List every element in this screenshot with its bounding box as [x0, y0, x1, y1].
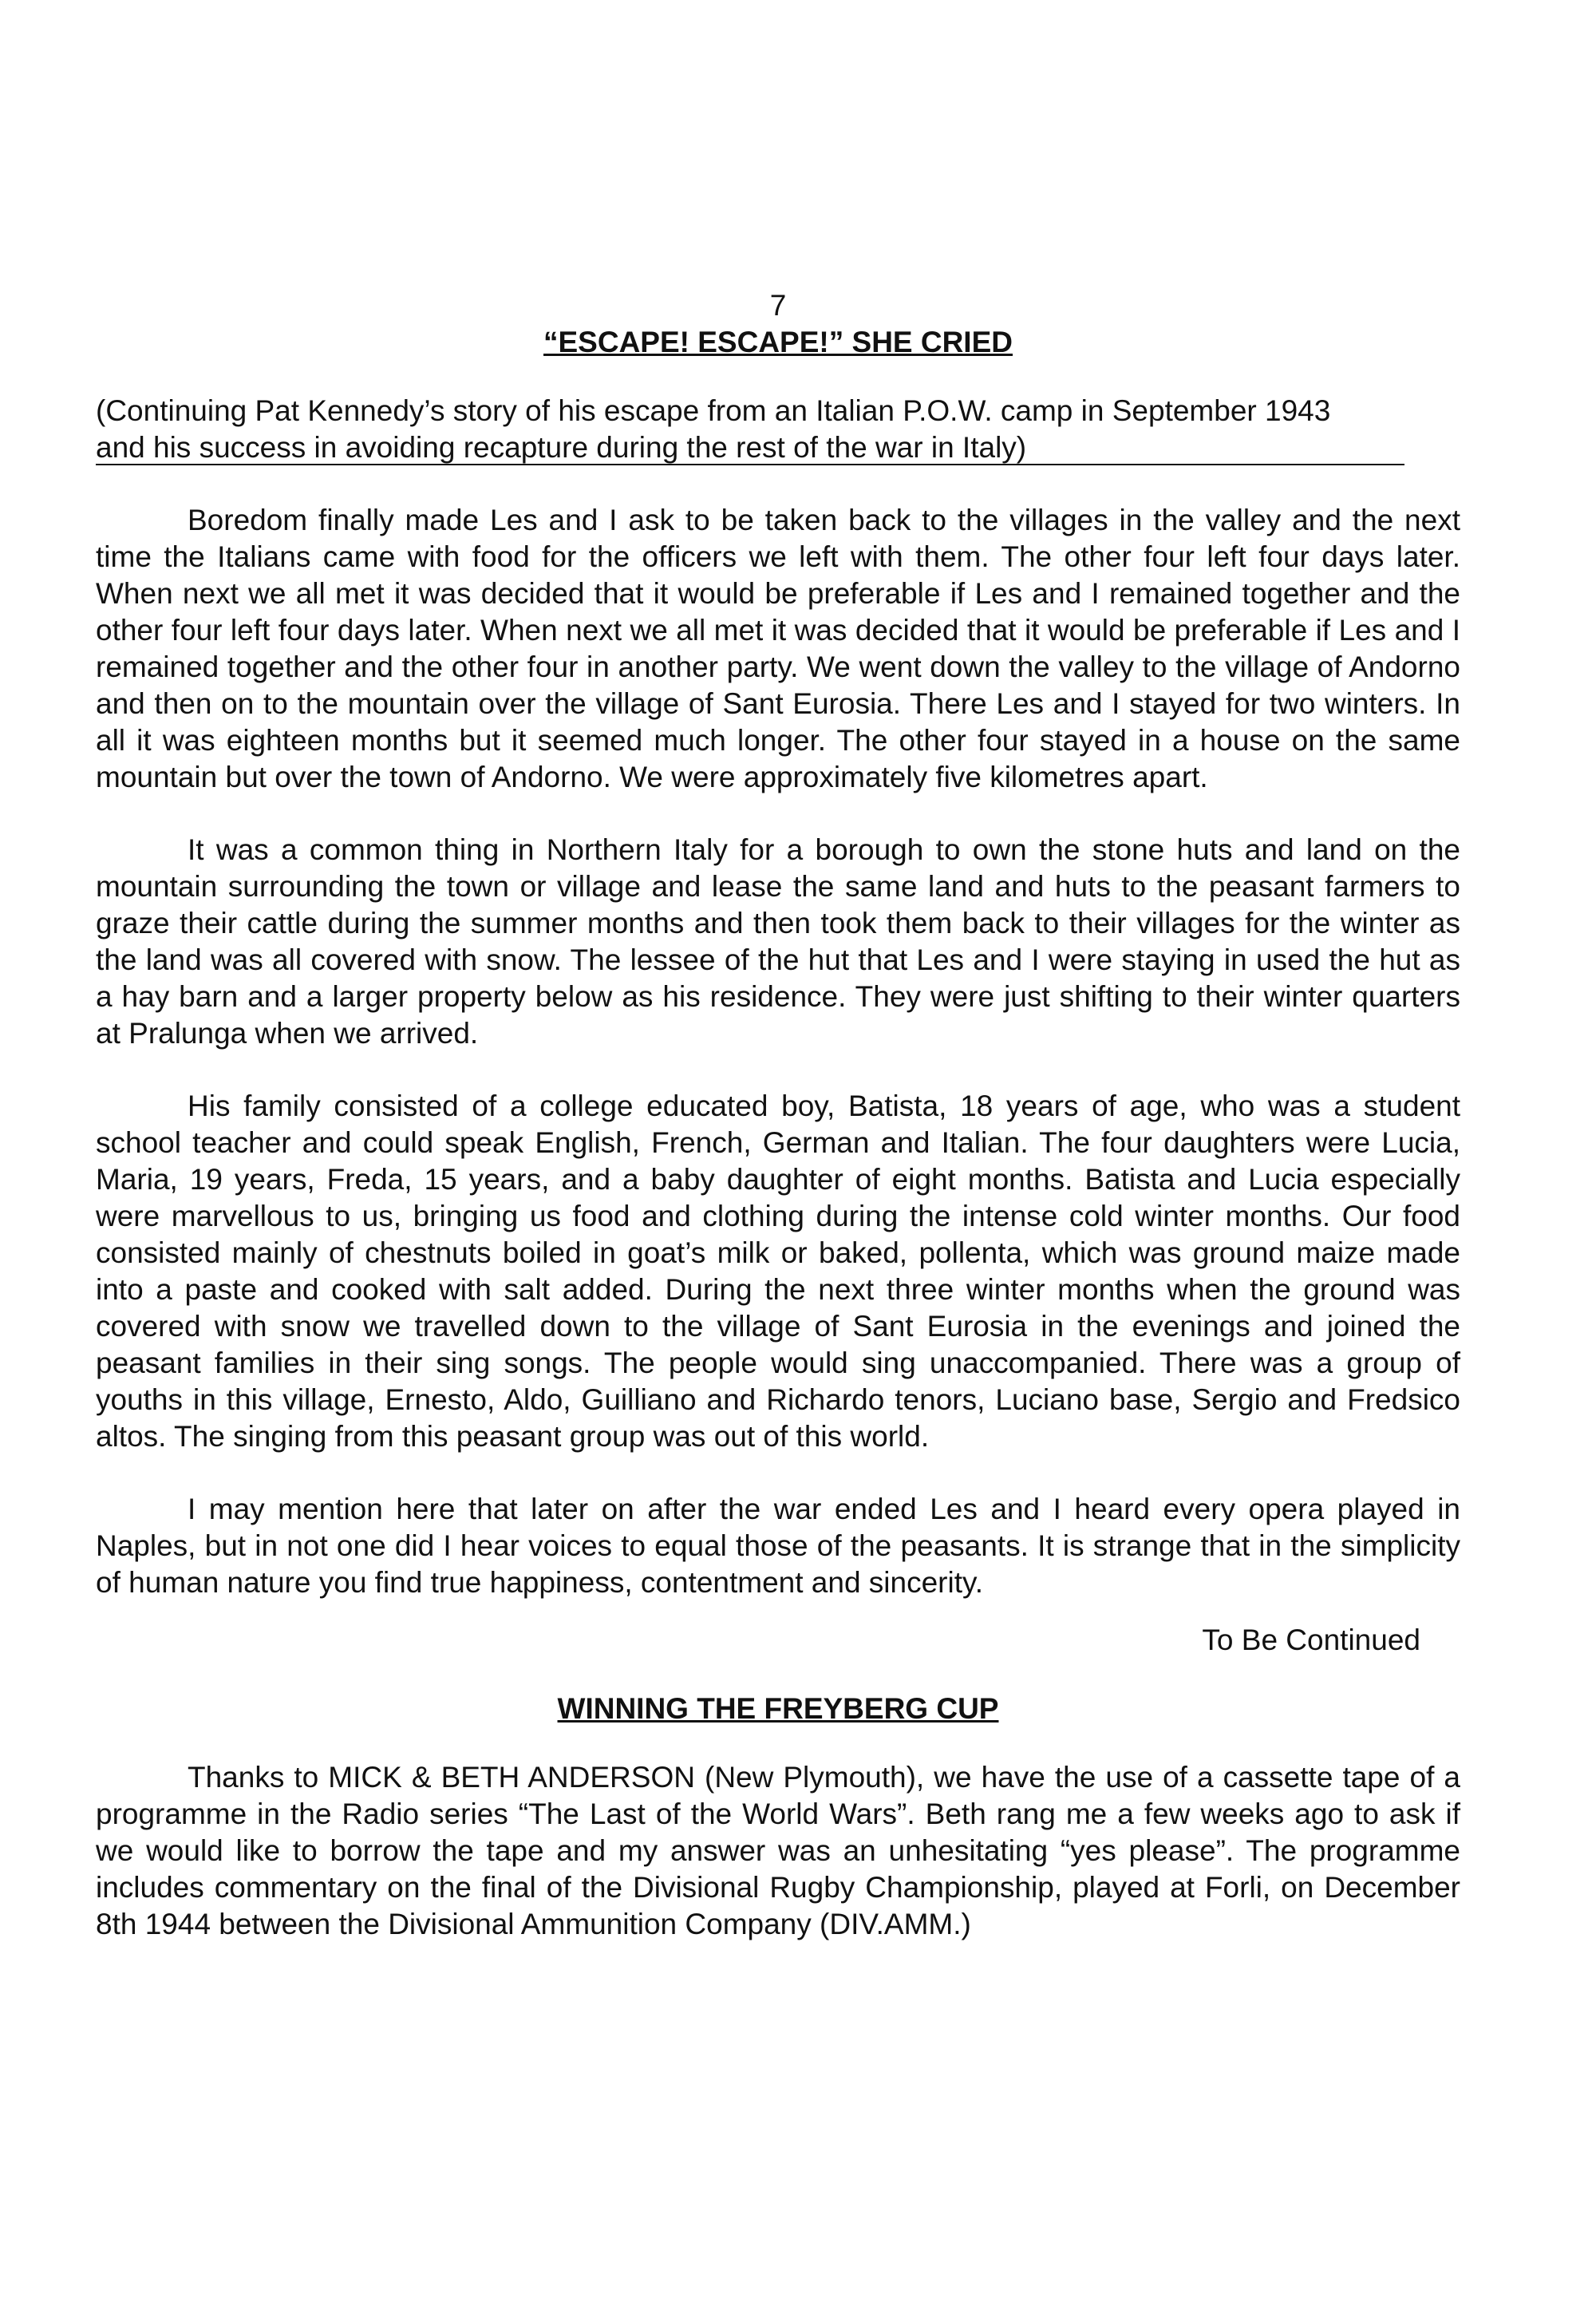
article-title-freyberg-cup: WINNING THE FREYBERG CUP — [557, 1692, 999, 1725]
intro-line-1: (Continuing Pat Kennedy’s story of his escape from an Italian P.O.W. camp in September 1943 — [96, 394, 1331, 427]
to-be-continued: To Be Continued — [1202, 1624, 1420, 1656]
article-paragraph: I may mention here that later on after the war ended Les and I heard every opera played in Naples, but in not one did I hear voices to equal those of the peasants. It is strange that in the simplicity of human nature you find true happiness, contentment and sincerity. — [96, 1493, 1460, 1599]
article-intro — [96, 393, 1460, 466]
article-paragraph: Thanks to MICK & BETH ANDERSON (New Plymouth), we have the use of a cassette tape of a programme in the Radio series “The Last of the World Wars”. Beth rang me a few weeks ago to ask if we would like to borrow the tape and my answer was an unhesitating “yes please”. The programme includes commentary on the final of the Divisional Rugby Championship, played at Forli, on December 8th 1944 between the Divisional Ammunition Company (DIV.AMM.) — [96, 1761, 1460, 1940]
article-title-escape: “ESCAPE! ESCAPE!” SHE CRIED — [543, 326, 1013, 358]
page-number: 7 — [769, 289, 787, 322]
article-paragraph: His family consisted of a college educated boy, Batista, 18 years of age, who was a student school teacher and could speak English, French, German and Italian. The four daughters were Lucia, Maria, 19 years, Freda, 15 years, and a baby daughter of eight months. Batista and Lucia especially were marvellous to us, bringing us food and clothing during the intense cold winter months. Our food consisted mainly of chestnuts boiled in goat’s milk or baked, pollenta, which was ground maize made into a paste and cooked with salt added. During the next three winter months when the ground was covered with snow we travelled down to the village of Sant Eurosia in the evenings and joined the peasant families in their sing songs. The people would sing unaccompanied. There was a group of youths in this village, Ernesto, Aldo, Guilliano and Richardo tenors, Luciano base, Sergio and Fredsico altos. The singing from this peasant group was out of this world. — [96, 1090, 1460, 1453]
document-page — [96, 287, 1460, 1943]
article-paragraph: It was a common thing in Northern Italy for a borough to own the stone huts and land on the mountain surrounding the town or village and lease the same land and huts to the peasant farmers to graze their cattle during the summer months and then took them back to their villages for the winter as the land was all covered with snow. The lessee of the hut that Les and I were staying in used the hut as a hay barn and a larger property below as his residence. They were just shifting to their winter quarters at Pralunga when we arrived. — [96, 833, 1460, 1050]
article-paragraph: Boredom finally made Les and I ask to be taken back to the villages in the valley and the next time the Italians came with food for the officers we left with them. The other four left four days later. When next we all met it was decided that it would be preferable if Les and I remained together and the other four left four days later. When next we all met it was decided that it would be preferable if Les and I remained together and the other four in another party. We went down the valley to the village of Andorno and then on to the mountain over the village of Sant Eurosia. There Les and I stayed for two winters. In all it was eighteen months but it seemed much longer. The other four stayed in a house on the same mountain but over the town of Andorno. We were approximately five kilometres apart. — [96, 504, 1460, 793]
intro-line-2: and his success in avoiding recapture during the rest of the war in Italy) — [96, 432, 1404, 465]
